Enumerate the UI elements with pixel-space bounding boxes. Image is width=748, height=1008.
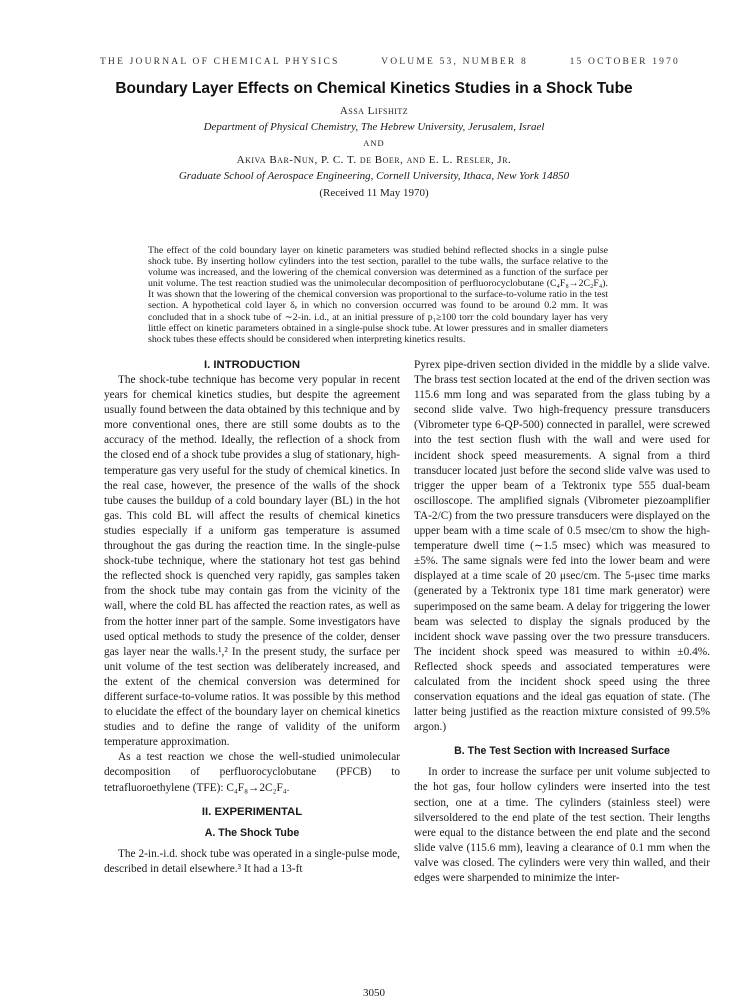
running-head [100,57,680,67]
left-column [104,358,400,877]
subsection-heading-shock-tube: A. The Shock Tube [204,826,300,839]
journal-name: THE JOURNAL OF CHEMICAL PHYSICS [100,57,340,67]
article-title: Boundary Layer Effects on Chemical Kinetics Studies in a Shock Tube [115,80,633,97]
received-date: (Received 11 May 1970) [319,187,429,199]
issue-date: 15 OCTOBER 1970 [569,57,680,67]
subsection-heading-test-section: B. The Test Section with Increased Surface [454,745,670,758]
shock-tube-paragraph: The 2-in.-i.d. shock tube was operated in a single-pulse mode, described in detail elsewhere.³ It had a 13-ft [104,847,400,875]
volume-number: VOLUME 53, NUMBER 8 [381,57,528,67]
section-heading-introduction: I. INTRODUCTION [203,359,301,371]
section-heading-experimental: II. EXPERIMENTAL [201,805,303,818]
affiliation-first: Department of Physical Chemistry, The Hebrew University, Jerusalem, Israel [203,121,545,133]
shock-tube-paragraph-continued: Pyrex pipe-driven section divided in the middle by a slide valve. The brass test section located at the end of the driven section was 115.6 mm long and was separated from the glass tubing by a second slide valve. Two high-frequency pressure transducers (Vibrometer type 6-QP-500) connected in parallel, were screwed into the test section flush with the wall and were used for incident shock speed measurements. A signal from a third transducer located just before the second slide valve was used to trigger the upper beam of a Tektronix type 555 dual-beam oscilloscope. The amplified signals (Vibrometer piezoamplifier TA-2/C) from the two pressure transducers were displayed on the upper beam with a time scale of 0.5 msec/cm to show the high-temperature dwell time (∼1.5 msec) which was measured to ±5%. The same signals were fed into the lower beam and were displayed at a time scale of 20 μsec/cm. The 5-μsec time marks (generated by a Tektronix type 181 time mark generator) were superimposed on the same beam. A delay for triggering the lower beam was selected to display the signals produced by the incident shock wave passing over the two pressure transducers. The incident shock speed was measured to within ±0.4%. Reflected shock speeds and associated temperatures were calculated from the incident shock speed using the three conservation equations and the ideal gas equation of state. (The latter being justified as the reaction mixture consisted of 99.5% argon.) [414,359,710,734]
author-conjunction: AND [363,138,385,148]
intro-paragraph-1: The shock-tube technique has become very popular in recent years for chemical kinetics studies, but despite the agreement usually found between the data obtained by this technique and by more conventional ones, there are still some doubts as to the accuracy of the method. Ideally, the reflection of a shock from the closed end of a shock tube provides a slug of stationary, high-temperature gas very useful for the study of chemical kinetics. In the real case, however, the presence of the walls of the shock tube causes the buildup of a cold boundary layer (BL) in the hot gas. This cold BL will affect the results of chemical kinetics studies especially if a uniform gas temperature is assumed throughout the gas during the reaction time. In the single-pulse shock-tube technique, where the stationary hot test gas behind the reflected shock is quenched very rapidly, gas samples taken from the shock tube may contain gas from the vicinity of the wall, where the cold BL has affected the reaction rates, as well as from the hotter inner part of the sample. Some investigators have used optical methods to study the presence of the colder, denser gas layer near the walls.¹,² In the present study, the surface per unit volume of the test section was deliberately increased, and the extent of the chemical conversion was determined for different surface-to-volume ratios. It was possible by this method to elucidate the effect of the boundary layer on chemical kinetics studies and to define the range of validity of the uniform temperature approximation. [104,374,400,749]
author-others: Akiva Bar-Nun, P. C. T. de Boer, and E. L. Resler, Jr. [236,154,512,166]
intro-paragraph-2: As a test reaction we chose the well-studied unimolecular decomposition of perfluorocyclobutane (PFCB) to tetrafluoroethylene (TFE): C₄F₈→2C₂F₄. [104,751,400,794]
affiliation-others: Graduate School of Aerospace Engineering, Cornell University, Ithaca, New York 14850 [178,170,570,182]
right-column [414,358,710,886]
author-first: Assa Lifshitz [339,105,409,117]
test-section-paragraph: In order to increase the surface per unit volume subjected to the hot gas, four hollow cylinders were inserted into the test section, one at a time. The cylinders (stainless steel) were silversoldered to the end plate of the test section. Their lengths were equal to the distance between the end plate and the second slide valve (115.6 mm), leaving a clearance of 0.1 mm when the valve was closed. The cylinders were very thin walled, and their edges were sharpended to minimize the inter- [414,766,710,884]
abstract: The effect of the cold boundary layer on kinetic parameters was studied behind reflected shocks in a single pulse shock tube. By inserting hollow cylinders into the test section, parallel to the tube walls, the surface relative to the volume was increased, and the lowering of the chemical conversion was determined as a function of the surface per unit volume. The test reaction studied was the unimolecular decomposition of perfluorocyclobutane (C₄F₈→2C₂F₄). It was shown that the lowering of the chemical conversion was proportional to the surface-to-volume ratio in the test section. A hypothetical cold layer δₑ in which no conversion occurred was found to be around 0.2 mm. It was concluded that in a shock tube of ∼2-in. i.d., at an initial pressure of p₁≥100 torr the cold boundary layer has very little effect on kinetic parameters obtained in a single-pulse shock tube. At lower pressures and in smaller diameters shock tubes these effects should be considered when interpreting kinetics results. [148,245,608,345]
page-number: 3050 [363,987,385,999]
